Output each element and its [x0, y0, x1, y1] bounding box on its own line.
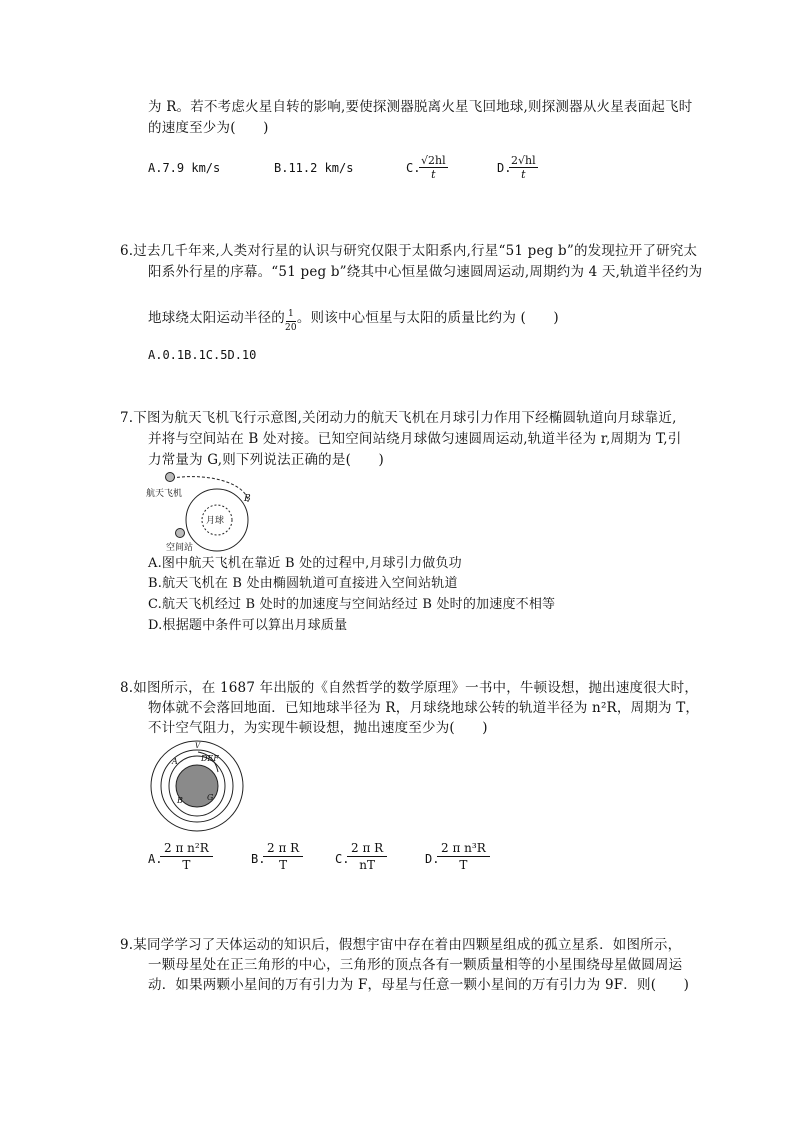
- q8-line-2: 物体就不会落回地面．已知地球半径为 R，月球绕地球公转的轨道半径为 n²R，周期为 T，: [148, 700, 700, 716]
- q5-option-a: A.7.9 km/s: [148, 161, 221, 175]
- q8-option-c-numerator: 2 π R: [347, 840, 387, 857]
- q8-line-3: 不计空气阻力，为实现牛顿设想，抛出速度至少为( ): [148, 720, 488, 736]
- q8-option-c-denominator: nT: [359, 858, 375, 872]
- q5-option-c-fraction: [419, 154, 448, 181]
- q8-option-b-fraction: [263, 840, 303, 873]
- q9-line-1: 9.某同学学习了天体运动的知识后，假想宇宙中存在着由四颗星组成的孤立星系．如图所示，: [120, 937, 682, 953]
- q8-option-d-fraction: [437, 840, 490, 873]
- q8-label-a: A: [172, 757, 178, 766]
- q8-option-d-numerator: 2 π n³R: [437, 840, 490, 857]
- q7-option-c: C.航天飞机经过 B 处时的加速度与空间站经过 B 处时的加速度不相等: [148, 597, 556, 612]
- q7-shuttle-dot: [166, 473, 175, 482]
- q6-line-3: [148, 305, 559, 332]
- q8-option-a-numerator: 2 π n²R: [160, 840, 213, 857]
- q7-line-2: 并将与空间站在 B 处对接。已知空间站绕月球做匀速圆周运动,轨道半径为 r,周期为 T,引: [148, 431, 682, 447]
- q8-option-c-fraction: [347, 840, 387, 873]
- q7-line-1: 7.下图为航天飞机飞行示意图,关闭动力的航天飞机在月球引力作用下经椭圆轨道向月球靠近,: [120, 410, 677, 426]
- q8-label-g: G: [207, 793, 214, 802]
- q8-line-1: 8.如图所示，在 1687 年出版的《自然哲学的数学原理》一书中，牛顿设想，抛出速度很大时，: [120, 680, 699, 696]
- q5-option-d-denominator: t: [521, 168, 526, 181]
- q8-option-b-denominator: T: [279, 858, 288, 872]
- q6-line-1: 6.过去几千年来,人类对行星的认识与研究仅限于太阳系内,行星“51 peg b”的发现拉开了研究太: [120, 243, 698, 259]
- q6-line-3-start: 地球绕太阳运动半径的: [148, 310, 285, 326]
- q8-label-b: B: [177, 796, 183, 805]
- q9-line-3: 动．如果两颗小星间的万有引力为 F，母星与任意一颗小星间的万有引力为 9F．则( ): [148, 977, 690, 993]
- q7-option-d: D.根据题中条件可以算出月球质量: [148, 618, 348, 633]
- q8-label-def: DEF: [201, 754, 219, 763]
- q8-option-d-denominator: T: [459, 858, 468, 872]
- q9-line-2: 一颗母星处在正三角形的中心，三角形的顶点各有一颗质量相等的小星围绕母星做圆周运: [148, 957, 683, 973]
- q5-option-c-label: C.: [406, 161, 421, 175]
- q8-option-c-label: C.: [335, 852, 350, 866]
- q8-option-a-denominator: T: [182, 858, 191, 872]
- q6-ratio-denominator: 20: [285, 323, 297, 333]
- q5-option-c-numerator: √2hl: [421, 154, 446, 167]
- q5-line-2: 的速度至少为( ): [148, 120, 269, 136]
- q7-orbit-figure: [140, 470, 270, 552]
- q8-option-b-label: B.: [251, 852, 266, 866]
- q7-orbit-diagram: [140, 470, 270, 552]
- q5-option-d-label: D.: [497, 161, 512, 175]
- q8-option-a-fraction: [160, 840, 213, 873]
- q8-label-v: V: [195, 742, 201, 750]
- q5-option-d-fraction: [509, 154, 538, 181]
- q8-option-b-numerator: 2 π R: [263, 840, 303, 857]
- q8-newton-diagram: [150, 740, 246, 832]
- q8-newton-figure: [150, 740, 246, 832]
- q5-option-d-numerator: 2√hl: [511, 154, 536, 167]
- q7-station-dot: [176, 529, 185, 538]
- q7-line-3: 力常量为 G,则下列说法正确的是( ): [148, 452, 384, 468]
- q7-option-b: B.航天飞机在 B 处由椭圆轨道可直接进入空间站轨道: [148, 576, 458, 591]
- q5-option-c-denominator: t: [431, 168, 436, 181]
- q5-line-1: 为 R。若不考虑火星自转的影响,要使探测器脱离火星飞回地球,则探测器从火星表面起飞时: [148, 99, 693, 115]
- q6-ratio-fraction: [285, 308, 297, 335]
- q7-label-b: B: [244, 494, 251, 504]
- q8-option-a-label: A.: [148, 852, 163, 866]
- q7-label-shuttle: 航天飞机: [146, 489, 183, 499]
- q7-option-a: A.图中航天飞机在靠近 B 处的过程中,月球引力做负功: [148, 556, 462, 571]
- q6-line-2: 阳系外行星的序幕。“51 peg b”绕其中心恒星做匀速圆周运动,周期约为 4 天,轨道半径约为: [148, 264, 703, 280]
- q7-label-moon: 月球: [206, 516, 225, 526]
- q8-option-d-label: D.: [425, 852, 440, 866]
- q6-ratio-numerator: 1: [286, 308, 296, 322]
- q6-options: A.0.1B.1C.5D.10: [148, 348, 257, 362]
- q5-option-b: B.11.2 km/s: [274, 161, 354, 175]
- q6-line-3-end: 。则该中心恒星与太阳的质量比约为 ( ): [296, 310, 559, 326]
- q7-label-station: 空间站: [166, 543, 194, 553]
